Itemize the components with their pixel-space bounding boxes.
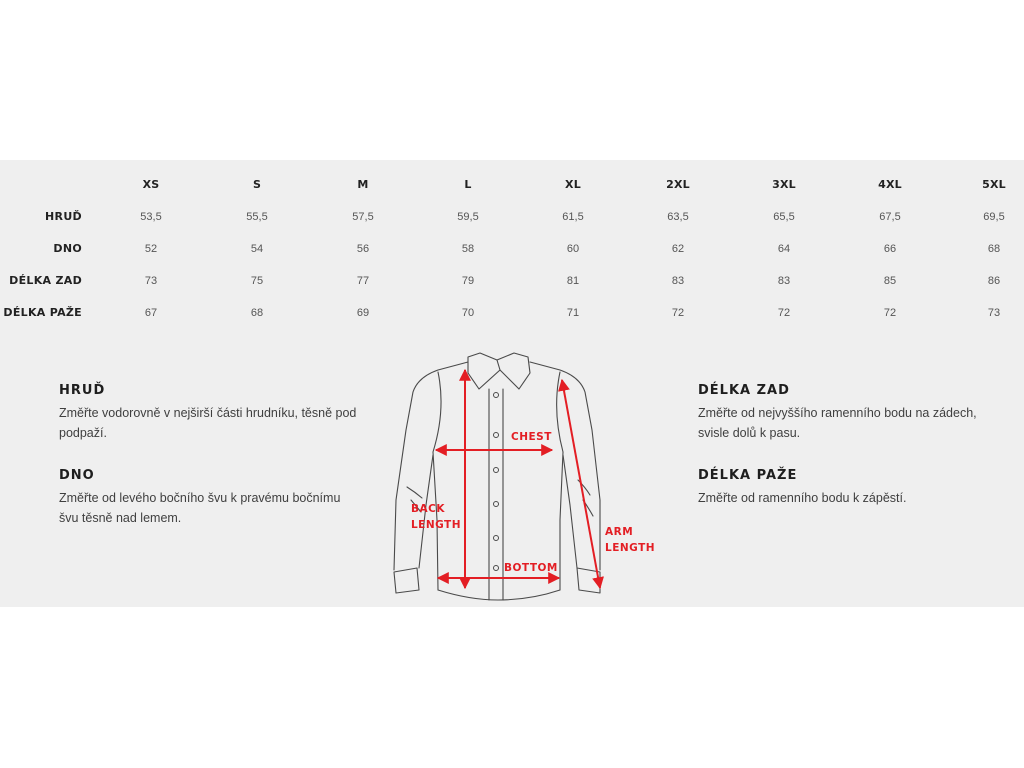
- size-header: 4XL: [878, 178, 902, 191]
- arm-length-instruction-text: Změřte od ramenního bodu k zápěstí.: [698, 491, 907, 505]
- table-cell: 63,5: [667, 211, 689, 223]
- table-cell: 73: [144, 275, 158, 287]
- table-cell: 68: [987, 243, 1001, 255]
- table-cell: 69: [356, 307, 370, 319]
- table-cell: 72: [671, 307, 685, 319]
- table-cell: 67,5: [879, 211, 901, 223]
- chest-instruction: [59, 382, 359, 443]
- table-cell: 59,5: [457, 211, 479, 223]
- table-row-back-length: [0, 271, 1024, 291]
- table-cell: 66: [883, 243, 897, 255]
- row-label: DÉLKA PAŽE: [3, 306, 82, 319]
- back-length-label-line2: LENGTH: [410, 519, 462, 531]
- size-header: 3XL: [772, 178, 796, 191]
- table-cell: 52: [144, 243, 158, 255]
- row-label: HRUĎ: [45, 210, 82, 223]
- shirt-measurement-diagram: [380, 345, 656, 607]
- chest-label: CHEST: [511, 431, 552, 443]
- table-cell: 83: [671, 275, 685, 287]
- table-cell: 68: [250, 307, 264, 319]
- table-cell: 79: [461, 275, 475, 287]
- table-cell: 55,5: [246, 211, 268, 223]
- table-row-arm-length: [0, 303, 1024, 323]
- size-header: M: [357, 178, 369, 191]
- table-cell: 56: [356, 243, 370, 255]
- table-row-chest: [0, 207, 1024, 227]
- row-label: DÉLKA ZAD: [9, 274, 82, 287]
- size-header: 2XL: [666, 178, 690, 191]
- arm-length-instruction: [698, 467, 998, 509]
- table-cell: 65,5: [773, 211, 795, 223]
- back-length-instruction-title: DÉLKA ZAD: [698, 383, 790, 398]
- bottom-instruction-title: DNO: [59, 468, 95, 483]
- table-cell: 75: [250, 275, 264, 287]
- table-cell: 73: [987, 307, 1001, 319]
- row-label: DNO: [53, 242, 82, 255]
- size-header-row: [0, 175, 1024, 195]
- table-cell: 64: [777, 243, 791, 255]
- table-cell: 86: [987, 275, 1001, 287]
- table-cell: 83: [777, 275, 791, 287]
- table-cell: 85: [883, 275, 897, 287]
- table-cell: 70: [461, 307, 475, 319]
- chest-instruction-title: HRUĎ: [59, 383, 106, 398]
- size-header: S: [252, 178, 262, 191]
- table-cell: 62: [671, 243, 685, 255]
- arm-length-label-line1: ARM: [605, 526, 634, 538]
- bottom-instruction-text: Změřte od levého bočního švu k pravému bočnímu švu těsně nad lemem.: [59, 491, 341, 525]
- chest-instruction-text: Změřte vodorovně v nejširší části hrudníku, těsně pod podpaží.: [59, 406, 357, 440]
- table-cell: 57,5: [352, 211, 374, 223]
- table-cell: 58: [461, 243, 475, 255]
- table-cell: 69,5: [983, 211, 1005, 223]
- table-cell: 72: [883, 307, 897, 319]
- arm-length-label-line2: LENGTH: [605, 542, 656, 554]
- table-cell: 60: [566, 243, 580, 255]
- back-length-instruction-text: Změřte od nejvyššího ramenního bodu na zádech, svisle dolů k pasu.: [698, 406, 977, 440]
- arm-length-arrow: [562, 380, 600, 588]
- back-length-label-line1: BACK: [411, 503, 445, 515]
- table-cell: 67: [144, 307, 158, 319]
- bottom-label: BOTTOM: [504, 562, 558, 574]
- table-row-bottom: [0, 239, 1024, 259]
- table-cell: 72: [777, 307, 791, 319]
- table-cell: 81: [566, 275, 580, 287]
- arm-length-instruction-title: DÉLKA PAŽE: [698, 468, 798, 483]
- back-length-instruction: [698, 382, 998, 443]
- size-header: XL: [565, 178, 581, 191]
- table-cell: 53,5: [140, 211, 162, 223]
- table-cell: 54: [250, 243, 264, 255]
- table-cell: 77: [356, 275, 370, 287]
- table-cell: 61,5: [562, 211, 584, 223]
- shirt-outline: [394, 353, 600, 600]
- size-header: XS: [142, 178, 160, 191]
- table-cell: 71: [566, 307, 580, 319]
- bottom-instruction: [59, 467, 359, 528]
- size-header: 5XL: [982, 178, 1006, 191]
- shirt-buttons: [494, 393, 499, 571]
- size-header: L: [464, 178, 472, 191]
